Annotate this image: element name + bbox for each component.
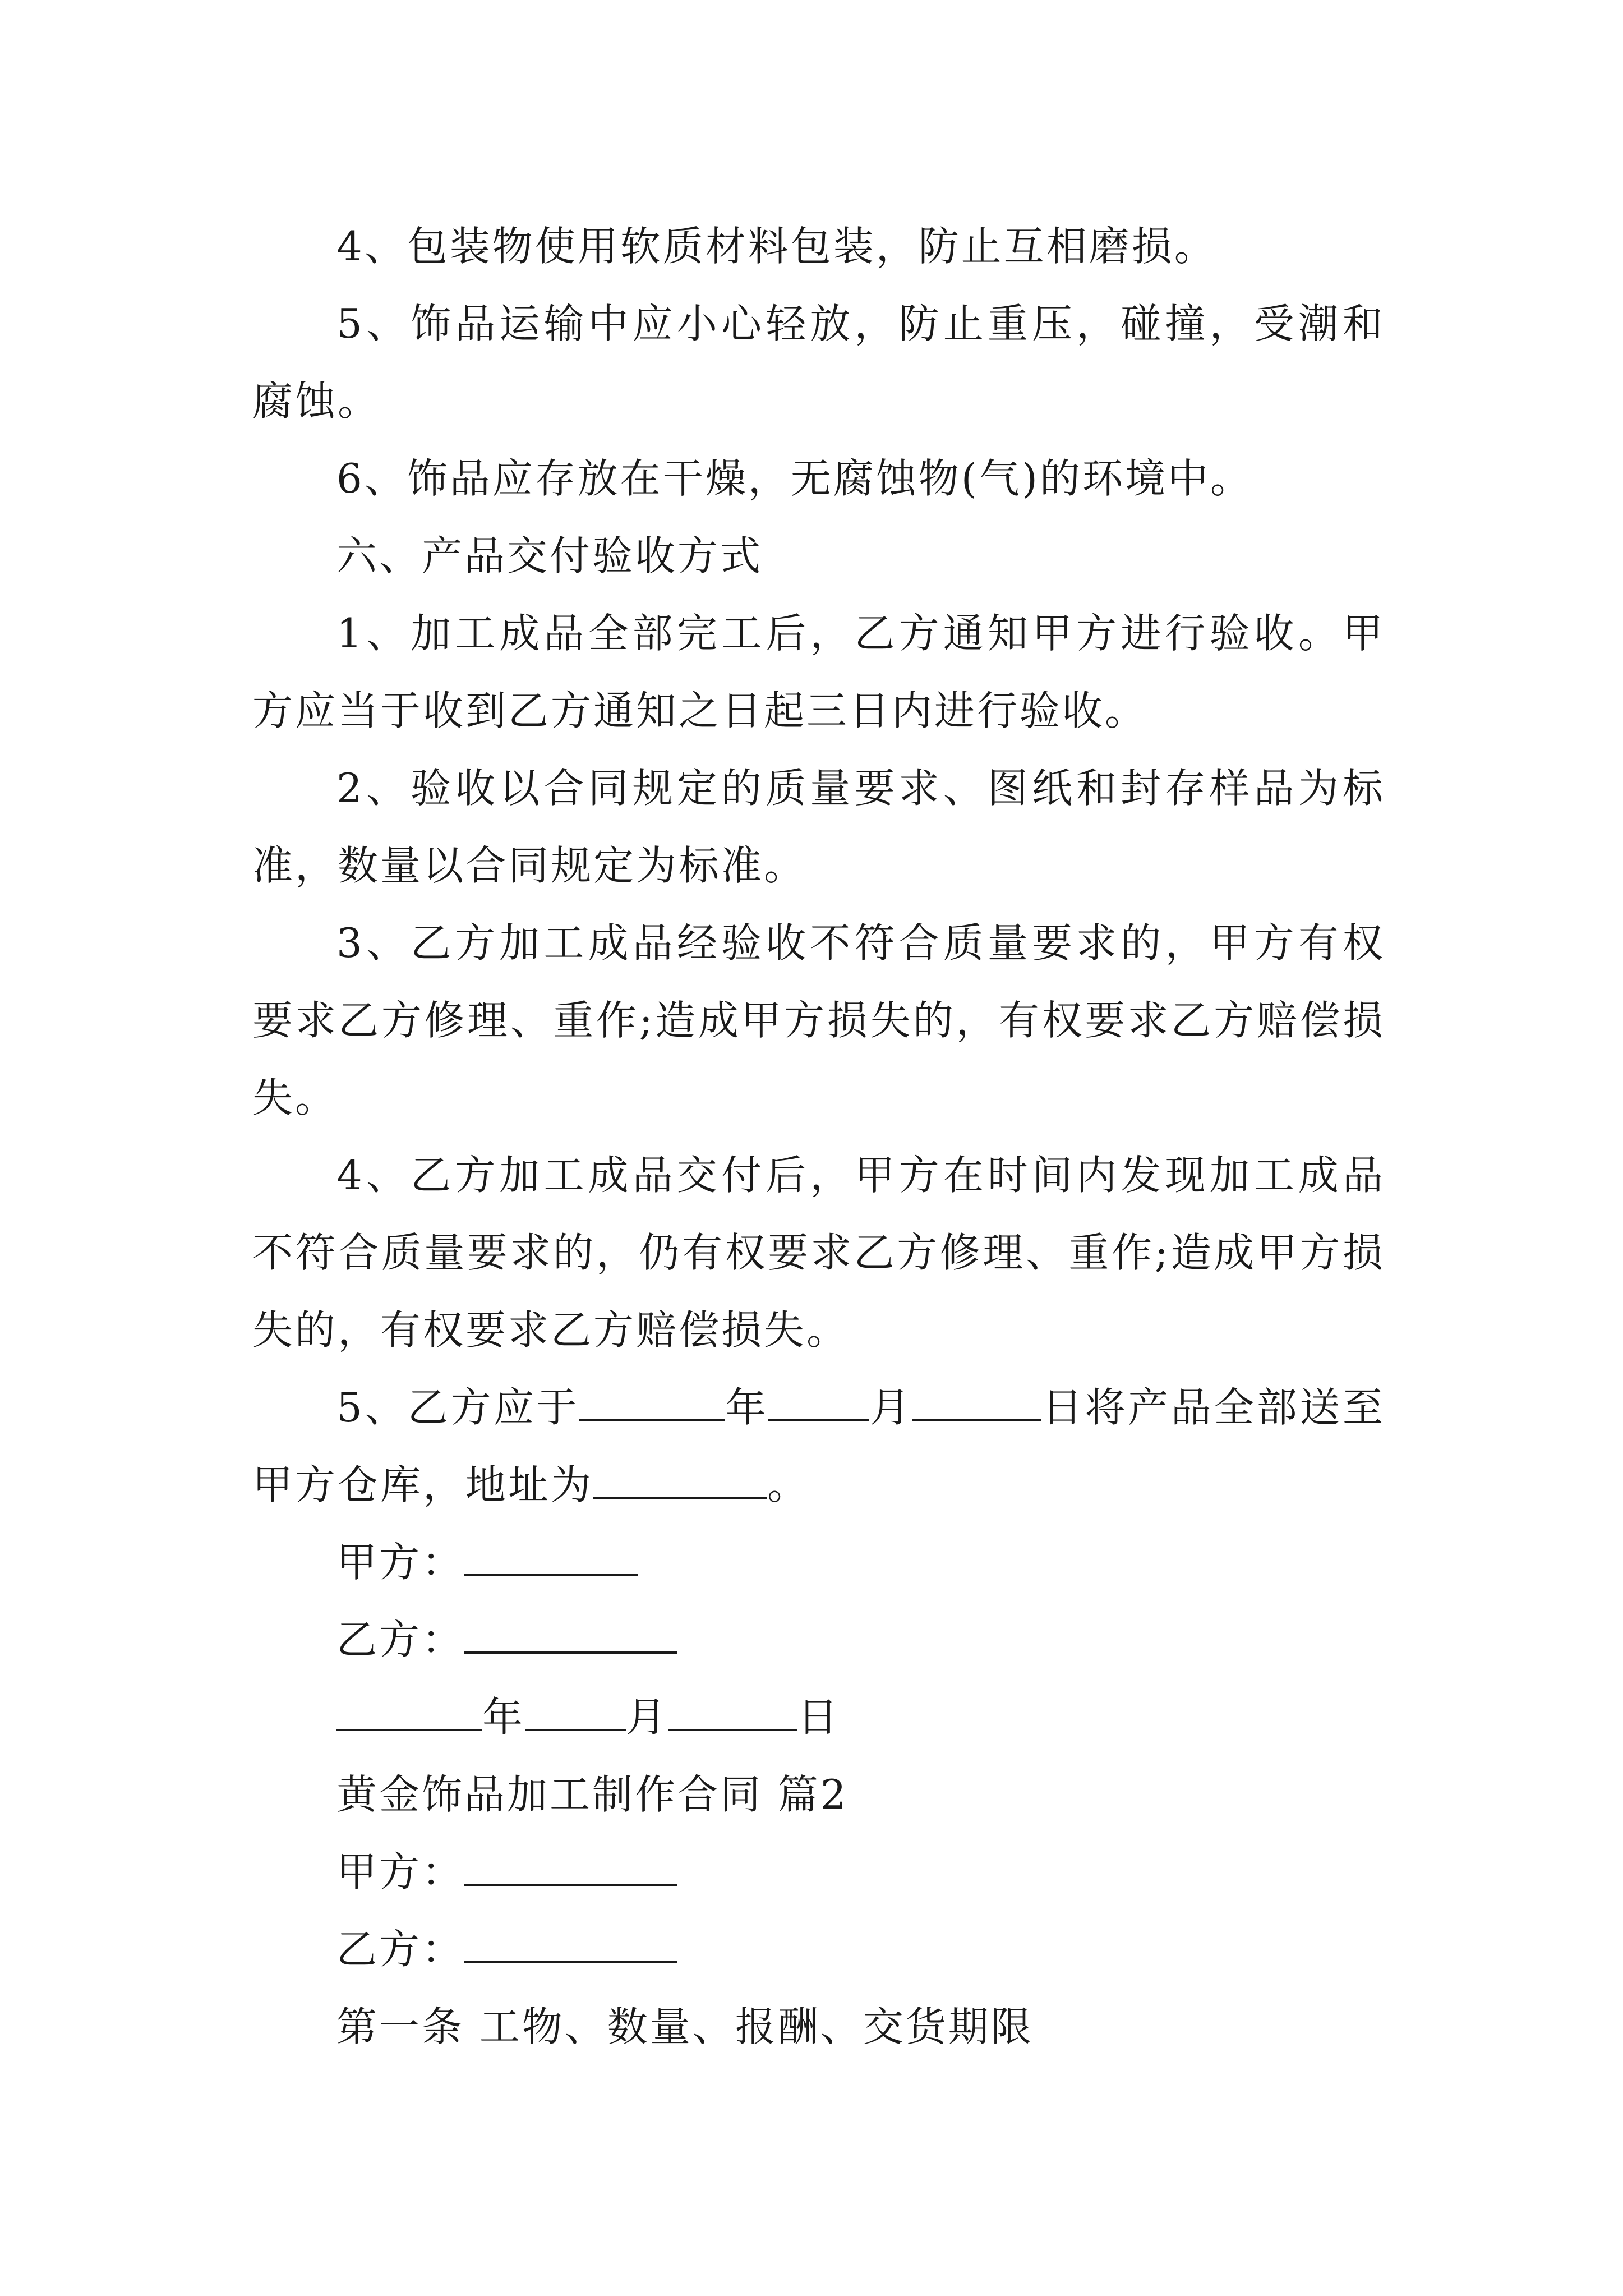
party-a-label: 甲方： (336, 1539, 465, 1586)
paragraph-acceptance-2: 2、验收以合同规定的质量要求、图纸和封存样品为标准，数量以合同规定为标准。 (252, 765, 1385, 889)
party-b-label: 乙方： (336, 1616, 465, 1663)
delivery-text-b: 年 (725, 1384, 769, 1431)
document-body (252, 208, 1385, 2065)
party-a-blank[interactable] (464, 1540, 638, 1576)
contract-title-part2: 黄金饰品加工制作合同 篇2 (336, 1771, 849, 1818)
section2-party-a-label: 甲方： (336, 1848, 465, 1895)
delivery-text-d: 日将产品全部送至甲方仓库，地址为 (252, 1384, 1385, 1508)
delivery-text-e: 。 (767, 1461, 810, 1508)
paragraph-acceptance-1: 1、加工成品全部完工后，乙方通知甲方进行验收。甲方应当于收到乙方通知之日起三日内进行验收。 (252, 610, 1385, 734)
signature-party-b (252, 1601, 1385, 1678)
sig-month-blank[interactable] (525, 1695, 626, 1731)
paragraph-packaging: 4、包装物使用软质材料包装，防止互相磨损。 (336, 223, 1217, 270)
section2-party-b (252, 1911, 1385, 1988)
section2-party-a-blank[interactable] (464, 1850, 677, 1886)
paragraph-acceptance-3: 3、乙方加工成品经验收不符合质量要求的，甲方有权要求乙方修理、重作;造成甲方损失的，有权要求乙方赔偿损失。 (252, 919, 1385, 1121)
section2-party-a (252, 1833, 1385, 1911)
paragraph-acceptance-4: 4、乙方加工成品交付后，甲方在时间内发现加工成品不符合质量要求的，仍有权要求乙方修理、重作;造成甲方损失的，有权要求乙方赔偿损失。 (252, 1152, 1385, 1354)
sig-day-label: 日 (797, 1694, 841, 1741)
section2-party-b-label: 乙方： (336, 1926, 465, 1973)
paragraph-storage: 6、饰品应存放在干燥，无腐蚀物(气)的环境中。 (336, 455, 1253, 502)
sig-day-blank[interactable] (668, 1695, 797, 1731)
signature-date (252, 1678, 1385, 1756)
section-heading-acceptance: 六、产品交付验收方式 (336, 532, 763, 579)
paragraph-delivery (252, 1369, 1385, 1524)
sig-month-label: 月 (626, 1694, 669, 1741)
delivery-text-a: 5、乙方应于 (336, 1384, 580, 1431)
day-blank[interactable] (912, 1386, 1041, 1421)
party-b-blank[interactable] (464, 1618, 677, 1654)
article-1-heading: 第一条 工物、数量、报酬、交货期限 (336, 2003, 1034, 2050)
sig-year-blank[interactable] (336, 1695, 482, 1731)
year-blank[interactable] (579, 1386, 725, 1421)
month-blank[interactable] (768, 1386, 869, 1421)
paragraph-transport: 5、饰品运输中应小心轻放，防止重压，碰撞，受潮和腐蚀。 (252, 300, 1385, 425)
signature-party-a (252, 1524, 1385, 1601)
section2-party-b-blank[interactable] (464, 1927, 677, 1963)
address-blank[interactable] (593, 1463, 767, 1499)
delivery-text-c: 月 (869, 1384, 913, 1431)
sig-year-label: 年 (482, 1694, 525, 1741)
